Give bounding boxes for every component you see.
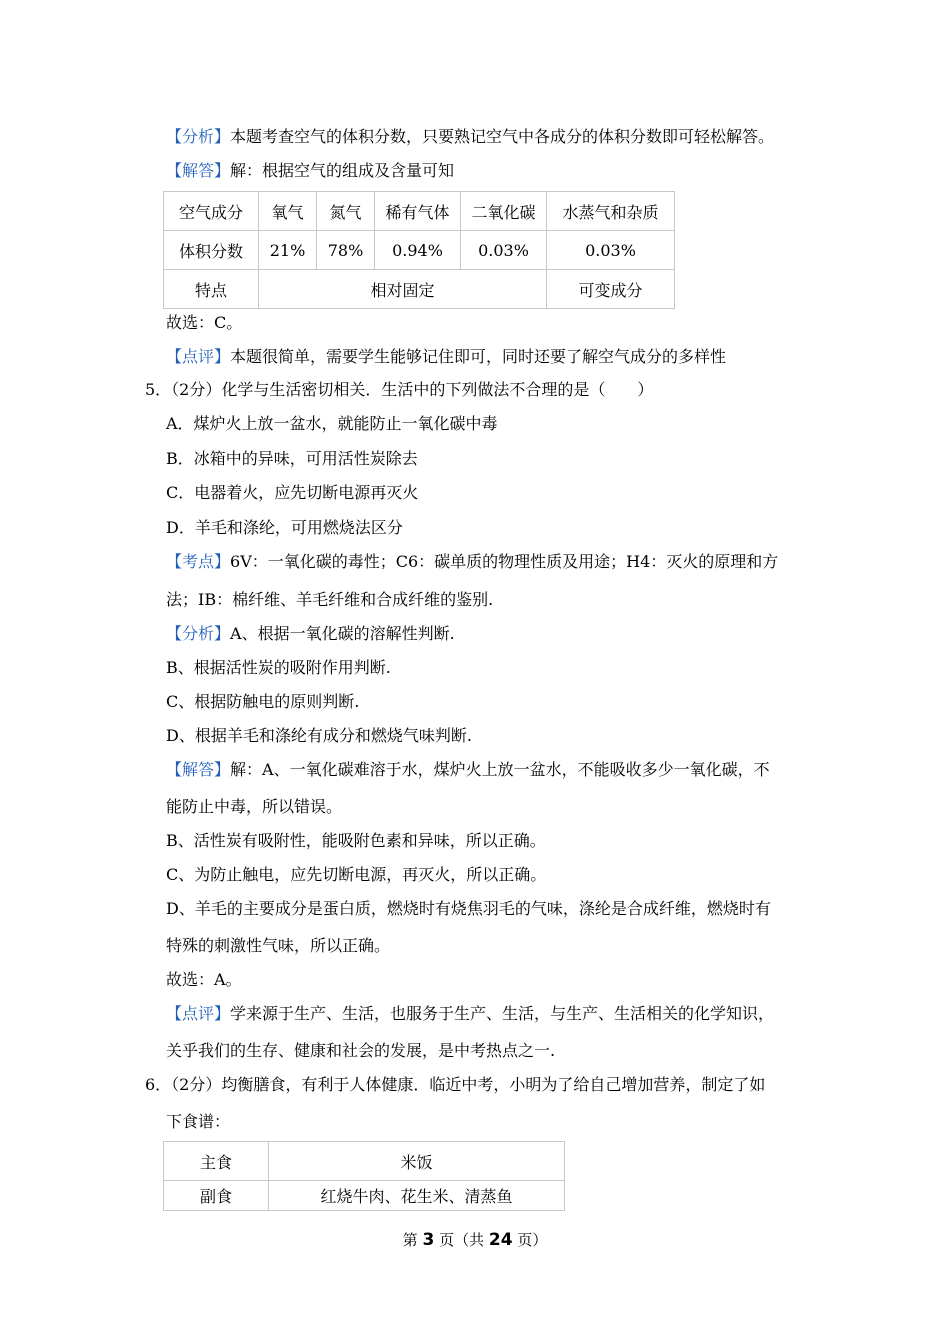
- q5-analysis-c: C、根据防触电的原则判断.: [166, 692, 360, 711]
- table-cell: 空气成分: [164, 192, 259, 231]
- footer-prefix: 第: [402, 1231, 418, 1249]
- table-cell: 米饭: [269, 1142, 565, 1181]
- q5-answer-d-cont: 特殊的刺激性气味，所以正确。: [166, 936, 391, 955]
- analysis-tag: 【分析】: [166, 624, 231, 643]
- q5-analysis-b: B、根据活性炭的吸附作用判断.: [166, 658, 391, 677]
- table-cell: 0.03%: [547, 231, 675, 270]
- page-total: 24: [488, 1230, 513, 1250]
- air-composition-table: [163, 191, 675, 309]
- table-cell: 相对固定: [259, 270, 547, 309]
- menu-table: [163, 1141, 565, 1211]
- table-cell: 21%: [259, 231, 317, 270]
- table-cell: 氮气: [317, 192, 375, 231]
- comment-tag: 【点评】: [166, 1004, 231, 1023]
- q4-analysis: [166, 127, 774, 147]
- q5-answer-cont: 能防止中毒，所以错误。: [166, 797, 343, 816]
- table-cell: 特点: [164, 270, 259, 309]
- q5-comment-cont: 关乎我们的生存、健康和社会的发展，是中考热点之一.: [166, 1041, 556, 1060]
- q5-answer-c: C、为防止触电，应先切断电源，再灭火，所以正确。: [166, 865, 547, 884]
- table-cell: 副食: [164, 1181, 269, 1211]
- analysis-text: 本题考查空气的体积分数，只要熟记空气中各成分的体积分数即可轻松解答。: [230, 127, 775, 146]
- q4-comment: [166, 347, 726, 367]
- table-row: [164, 1181, 565, 1211]
- q5-option-b: B．冰箱中的异味，可用活性炭除去: [166, 449, 418, 468]
- table-cell: 78%: [317, 231, 375, 270]
- page-footer: [0, 1229, 950, 1250]
- table-cell: 稀有气体: [375, 192, 461, 231]
- footer-suffix: 页）: [517, 1231, 548, 1249]
- q5-analysis-d: D、根据羊毛和涤纶有成分和燃烧气味判断.: [166, 726, 472, 745]
- q5-answer: [166, 760, 770, 780]
- q6-stem: 6．（2分）均衡膳食，有利于人体健康．临近中考，小明为了给自己增加营养，制定了如: [145, 1075, 766, 1094]
- table-cell: 红烧牛肉、花生米、清蒸鱼: [269, 1181, 565, 1211]
- answer-text: 解：A、一氧化碳难溶于水，煤炉火上放一盆水，不能吸收多少一氧化碳，不: [230, 760, 770, 779]
- q5-answer-b: B、活性炭有吸附性，能吸附色素和异味，所以正确。: [166, 831, 546, 850]
- q5-stem: 5．（2分）化学与生活密切相关．生活中的下列做法不合理的是（ ）: [145, 380, 654, 399]
- answer-tag: 【解答】: [166, 161, 231, 180]
- q5-kaodian-cont: 法；IB：棉纤维、羊毛纤维和合成纤维的鉴别.: [166, 590, 494, 609]
- table-cell: 主食: [164, 1142, 269, 1181]
- table-cell: 二氧化碳: [461, 192, 547, 231]
- answer-text: 解：根据空气的组成及含量可知: [230, 161, 455, 180]
- q5-option-d: D．羊毛和涤纶，可用燃烧法区分: [166, 518, 403, 537]
- q5-answer-d: D、羊毛的主要成分是蛋白质，燃烧时有烧焦羽毛的气味，涤纶是合成纤维，燃烧时有: [166, 899, 771, 918]
- comment-text: 本题很简单，需要学生能够记住即可，同时还要了解空气成分的多样性: [230, 347, 727, 366]
- q6-stem-cont: 下食谱：: [166, 1112, 231, 1131]
- q5-choice: 故选：A。: [166, 970, 242, 989]
- table-cell: 水蒸气和杂质: [547, 192, 675, 231]
- q5-analysis: [166, 624, 455, 644]
- q5-comment: [166, 1004, 774, 1024]
- analysis-tag: 【分析】: [166, 127, 231, 146]
- kaodian-text: 6V：一氧化碳的毒性；C6：碳单质的物理性质及用途；H4：灭火的原理和方: [230, 552, 779, 571]
- comment-text: 学来源于生产、生活，也服务于生产、生活，与生产、生活相关的化学知识，: [230, 1004, 775, 1023]
- q5-option-a: A．煤炉火上放一盆水，就能防止一氧化碳中毒: [166, 414, 498, 433]
- q4-answer: [166, 161, 454, 181]
- table-cell: 可变成分: [547, 270, 675, 309]
- table-cell: 0.94%: [375, 231, 461, 270]
- table-row: [164, 270, 675, 309]
- answer-tag: 【解答】: [166, 760, 231, 779]
- page-number: 3: [422, 1230, 435, 1250]
- footer-middle: 页（共: [439, 1231, 485, 1249]
- q5-kaodian: [166, 552, 778, 572]
- table-cell: 氧气: [259, 192, 317, 231]
- table-cell: 体积分数: [164, 231, 259, 270]
- analysis-text: A、根据一氧化碳的溶解性判断.: [230, 624, 455, 643]
- q4-choice: 故选：C。: [166, 313, 243, 332]
- table-row: [164, 192, 675, 231]
- table-cell: 0.03%: [461, 231, 547, 270]
- table-row: [164, 1142, 565, 1181]
- comment-tag: 【点评】: [166, 347, 231, 366]
- kaodian-tag: 【考点】: [166, 552, 231, 571]
- table-row: [164, 231, 675, 270]
- q5-option-c: C．电器着火，应先切断电源再灭火: [166, 483, 419, 502]
